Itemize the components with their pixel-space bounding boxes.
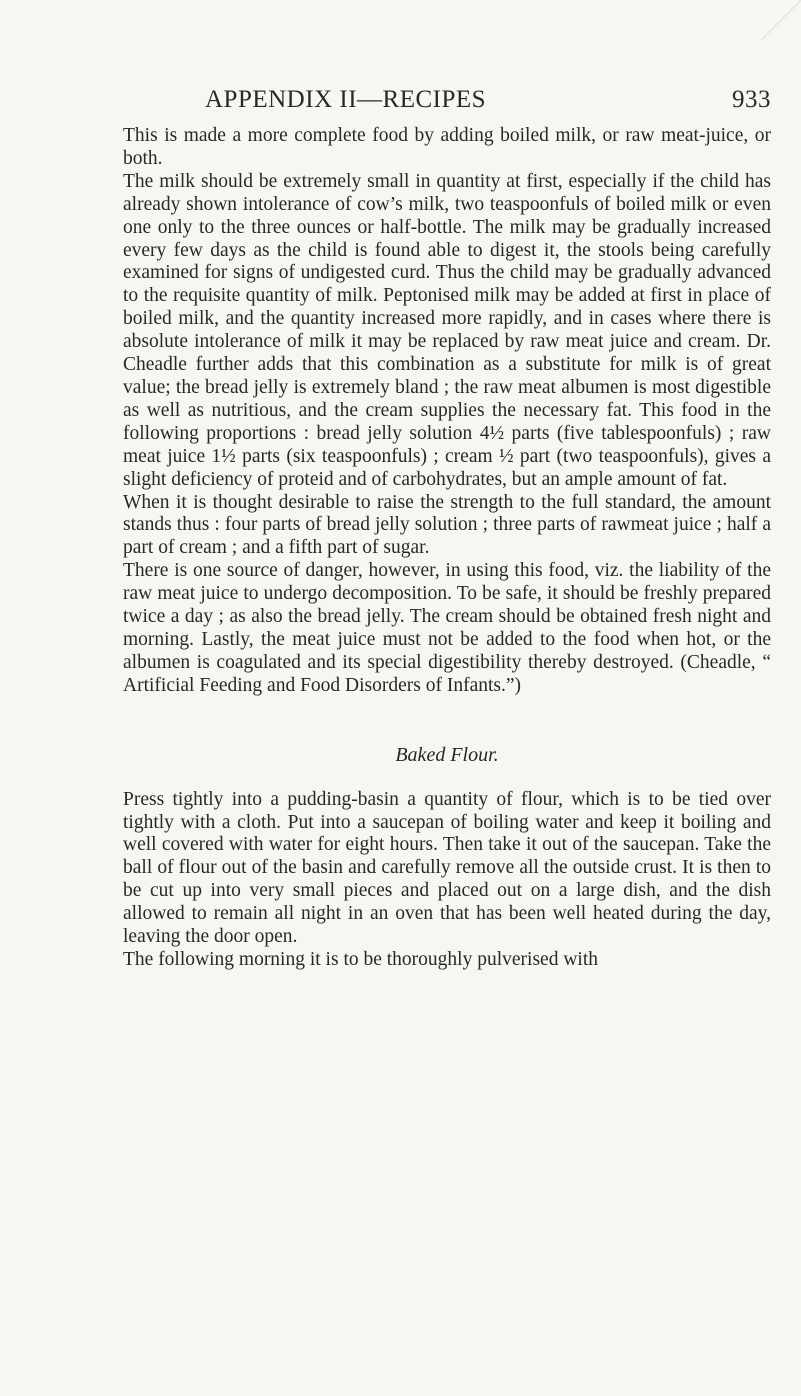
paragraph: The following morning it is to be thoroughly pulverised with: [123, 949, 598, 970]
paragraph: This is made a more complete food by adding boiled milk, or raw meat-juice, or both.: [123, 125, 771, 169]
page-header: [205, 86, 771, 116]
page-corner-fold: [761, 0, 801, 40]
paragraph: Press tightly into a pudding-basin a quantity of flour, which is to be tied over tightly with a cloth. Put into a saucepan of boiling water and keep it boiling and well covered with water for eight hours. Then take it out of the saucepan. Take the ball of flour out of the basin and carefully remove all the outside crust. It is then to be cut up into very small pieces and placed out on a large dish, and the dish allowed to remain all night in an oven that has been well heated during the day, leaving the door open.: [123, 788, 771, 948]
body-text: [123, 125, 771, 972]
page-number: 933: [732, 86, 771, 113]
paragraph: The milk should be extremely small in quantity at first, especially if the child has already shown intolerance of cow’s milk, two teaspoonfuls of boiled milk or even one only to the three ounces or half-bottle. The milk may be gradually increased every few days as the child is found able to digest it, the stools being carefully examined for signs of undigested curd. Thus the child may be gradually advanced to the requisite quantity of milk. Peptonised milk may be added at first in place of boiled milk, and the quantity increased more rapidly, and in cases where there is absolute intolerance of milk it may be replaced by raw meat juice and cream. Dr. Cheadle further adds that this combination as a substitute for milk is of great value; the bread jelly is extremely bland ; the raw meat albumen is most digestible as well as nutritious, and the cream supplies the necessary fat. This food in the following proportions : bread jelly solution 4½ parts (five tablespoonfuls) ; raw meat juice 1½ parts (six teaspoonfuls) ; cream ½ part (two teaspoonfuls), gives a slight deficiency of proteid and of carbohydrates, but an ample amount of fat.: [123, 170, 771, 490]
paragraph: There is one source of danger, however, in using this food, viz. the liability of the raw meat juice to undergo decomposition. To be safe, it should be freshly prepared twice a day ; as also the bread jelly. The cream should be obtained fresh night and morning. Lastly, the meat juice must not be added to the food when hot, or the albumen is coagulated and its special digestibility thereby destroyed. (Cheadle, “ Artificial Feeding and Food Disorders of Infants.”): [123, 560, 771, 696]
running-head: APPENDIX II—RECIPES: [205, 86, 487, 113]
paragraph: When it is thought desirable to raise the strength to the full standard, the amount stands thus : four parts of bread jelly solution ; three parts of rawmeat juice ; half a part of cream ; and a fifth part of sugar.: [123, 491, 771, 559]
section-heading: Baked Flour.: [395, 743, 499, 766]
